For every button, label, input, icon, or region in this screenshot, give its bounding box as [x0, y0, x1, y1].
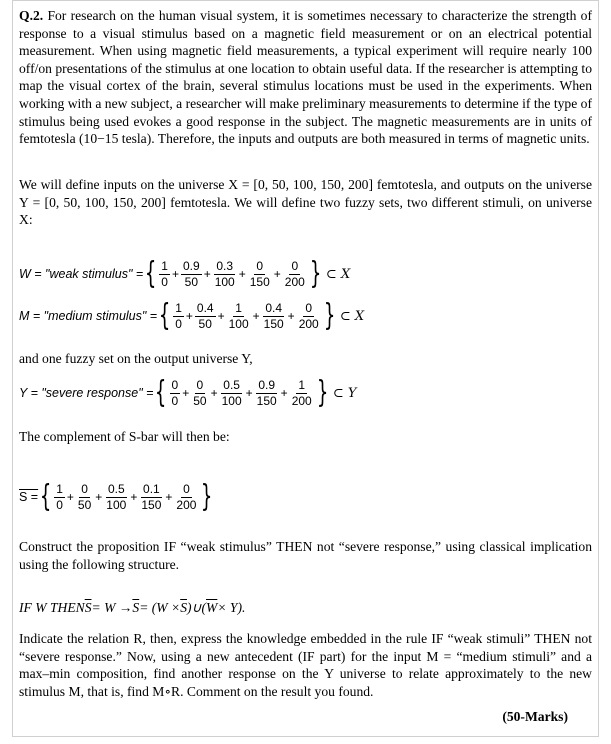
membership-value: 0	[171, 377, 179, 392]
right-brace: }	[309, 256, 322, 291]
universe-element: 100	[221, 393, 242, 408]
right-brace: }	[201, 479, 213, 514]
membership-fraction	[283, 260, 307, 289]
complement-fractions	[53, 483, 199, 512]
plus-sign: +	[273, 267, 281, 281]
intro-paragraph	[19, 7, 592, 148]
membership-value: 0.9	[183, 258, 200, 273]
complement-label: S =	[19, 490, 39, 504]
plus-sign: +	[66, 490, 74, 504]
membership-value: 1	[161, 258, 168, 273]
construct-paragraph: Construct the proposition IF “weak stimulus” THEN not “severe response,” using classical implication using the following structure.	[19, 539, 592, 572]
membership-value: 1	[175, 300, 182, 315]
membership-fraction	[255, 379, 279, 408]
universe-paragraph: We will define inputs on the universe X = [0, 50, 100, 150, 200] femtotesla, and outputs on the universe Y = [0, 50, 100, 150, 200] femtotesla. We will define two fuzzy sets, two different stimuli, on universe X:	[19, 177, 592, 228]
implication-part1: IF W THEN	[19, 600, 85, 615]
plus-sign: +	[217, 309, 225, 323]
universe-element: 50	[193, 393, 207, 408]
membership-fraction	[248, 260, 272, 289]
plus-sign: +	[287, 309, 295, 323]
plus-sign: +	[165, 490, 173, 504]
universe-element: 0	[56, 497, 63, 512]
membership-fraction	[159, 260, 170, 289]
medium-stimulus-label: M = "medium stimulus" =	[19, 309, 158, 323]
implication-formula	[19, 600, 245, 616]
membership-fraction	[220, 379, 244, 408]
output-intro: and one fuzzy set on the output universe Y,	[19, 351, 253, 366]
membership-fraction	[170, 379, 181, 408]
medium-fractions	[172, 302, 322, 331]
membership-value: 0	[305, 300, 313, 315]
membership-value: 0.1	[143, 481, 160, 496]
membership-fraction	[173, 302, 184, 331]
universe-element: 100	[106, 497, 127, 512]
severe-response-equation	[19, 375, 357, 410]
complement-equation	[19, 479, 215, 514]
membership-value: 0.4	[196, 300, 214, 315]
membership-fraction	[213, 260, 237, 289]
universe-element: 50	[184, 274, 199, 289]
plus-sign: +	[245, 386, 253, 400]
membership-fraction	[104, 483, 128, 512]
weak-stimulus-equation	[19, 256, 351, 291]
universe-element: 200	[284, 274, 305, 289]
membership-value: 0	[291, 258, 299, 273]
plus-sign: +	[171, 267, 179, 281]
plus-sign: +	[252, 309, 260, 323]
membership-fraction	[139, 483, 163, 512]
plus-sign: +	[130, 490, 138, 504]
severe-subset: ⊂ Y	[332, 385, 357, 401]
complement-intro: The complement of S-bar will then be:	[19, 429, 230, 444]
membership-value: 0.9	[258, 377, 275, 392]
plus-sign: +	[185, 309, 193, 323]
severe-fractions	[169, 379, 315, 408]
membership-fraction	[290, 379, 314, 408]
left-brace: {	[155, 375, 167, 410]
right-brace: }	[316, 375, 328, 410]
membership-value: 0.5	[107, 481, 125, 496]
membership-value: 0.4	[265, 300, 282, 315]
membership-value: 1	[56, 481, 63, 496]
implication-part2: = W →	[91, 600, 133, 615]
plus-sign: +	[280, 386, 288, 400]
membership-value: 0	[183, 481, 190, 496]
membership-value: 0	[256, 258, 264, 273]
universe-element: 150	[249, 274, 270, 289]
universe-element: 150	[256, 393, 277, 408]
membership-fraction	[227, 302, 251, 331]
universe-element: 200	[176, 497, 197, 512]
medium-stimulus-equation	[19, 298, 365, 333]
implication-part4: )∪(	[186, 600, 206, 615]
membership-fraction	[181, 260, 202, 289]
intro-text: For research on the human visual system, it is sometimes necessary to characterize the strength of response to a visual stimulus based on a magnetic field measurement or on an electrical potential measurement. When using magnetic field measurements, a typical experiment will require nearly 100 off/on presentations of the stimulus at one location to obtain useful data. If the researcher is attempting to map the visual cortex of the brain, several stimulus locations must be used in the experiments. When working with a new subject, a researcher will make preliminary measurements to determine if the type of stimulus being used evokes a good response in the subject. The magnetic measurements are in units of femtotesla (10−15 tesla). Therefore, the inputs and outputs are both measured in terms of magnetic units.	[19, 8, 592, 147]
implication-part3: = (W ×	[139, 600, 181, 615]
right-brace: }	[323, 298, 335, 333]
implication-s-bar-1: $\overline{S}$	[84, 600, 92, 615]
membership-value: 1	[298, 377, 306, 392]
membership-fraction	[174, 483, 198, 512]
universe-element: 100	[228, 316, 249, 331]
universe-element: 200	[291, 393, 312, 408]
membership-fraction	[191, 379, 208, 408]
marks-label: (50-Marks)	[502, 709, 568, 724]
severe-response-label: Y = "severe response" =	[19, 386, 154, 400]
membership-value: 0	[196, 377, 204, 392]
universe-element: 100	[214, 274, 235, 289]
implication-s-bar-3: $\overline{S}$	[180, 600, 187, 615]
plus-sign: +	[203, 267, 211, 281]
membership-fraction	[54, 483, 65, 512]
left-brace: {	[158, 298, 171, 333]
universe-element: 150	[263, 316, 284, 331]
implication-w-bar: $\overline{W}$	[206, 600, 218, 615]
universe-element: 0	[171, 393, 179, 408]
universe-element: 50	[77, 497, 92, 512]
implication-s-bar-2: $\overline{S}$	[132, 600, 140, 615]
implication-part5: × Y).	[217, 600, 246, 615]
universe-element: 0	[175, 316, 182, 331]
membership-value: 0	[81, 481, 88, 496]
membership-value: 0.3	[216, 258, 234, 273]
membership-fraction	[262, 302, 286, 331]
universe-element: 150	[141, 497, 162, 512]
membership-fraction	[195, 302, 216, 331]
medium-subset: ⊂ X	[339, 308, 365, 324]
final-paragraph: Indicate the relation R, then, express the knowledge embedded in the rule IF “weak stimuli” THEN not “severe response.” Now, using a new antecedent (IF part) for the input M = “medium stimuli” and a max–min composition, find another response on the Y universe to relate approximately to the new stimulus M, that is, find M∘R. Comment on the result you found.	[19, 631, 592, 699]
membership-fraction	[297, 302, 321, 331]
universe-element: 0	[161, 274, 168, 289]
membership-value: 0.5	[223, 377, 240, 392]
plus-sign: +	[95, 490, 103, 504]
plus-sign: +	[238, 267, 246, 281]
plus-sign: +	[210, 386, 218, 400]
membership-value: 1	[235, 300, 242, 315]
weak-fractions	[158, 260, 308, 289]
left-brace: {	[145, 256, 157, 291]
left-brace: {	[39, 479, 52, 514]
membership-fraction	[76, 483, 93, 512]
weak-subset: ⊂ X	[325, 266, 351, 282]
weak-stimulus-label: W = "weak stimulus" =	[19, 267, 144, 281]
plus-sign: +	[182, 386, 190, 400]
universe-element: 200	[298, 316, 319, 331]
universe-element: 50	[198, 316, 212, 331]
question-number: Q.2.	[19, 8, 44, 23]
